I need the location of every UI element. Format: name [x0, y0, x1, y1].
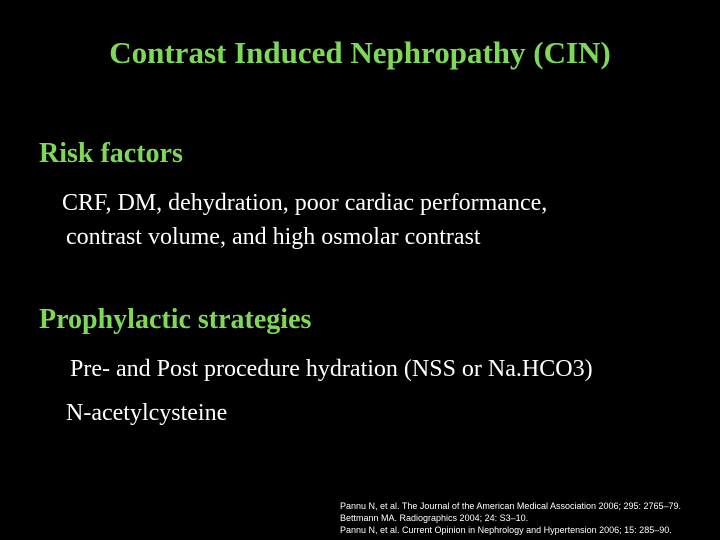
strategy-n-acetylcysteine: N-acetylcysteine — [66, 400, 228, 426]
slide-title: Contrast Induced Nephropathy (CIN) — [109, 35, 611, 70]
risk-factors-heading: Risk factors — [39, 138, 183, 169]
risk-factors-line-1: CRF, DM, dehydration, poor cardiac performance, — [62, 190, 548, 216]
risk-factors-line-2: contrast volume, and high osmolar contrast — [66, 224, 481, 250]
references — [340, 500, 718, 536]
reference-item: Pannu N, et al. Current Opinion in Nephrology and Hypertension 2006; 15: 285–90. — [340, 525, 672, 535]
strategy-hydration: Pre- and Post procedure hydration (NSS or Na.HCO3) — [70, 356, 593, 382]
reference-item: Pannu N, et al. The Journal of the American Medical Association 2006; 295: 2765–79. — [340, 501, 682, 511]
reference-item: Bettmann MA. Radiographics 2004; 24: S3–10. — [340, 513, 529, 523]
prophylactic-strategies-heading: Prophylactic strategies — [39, 304, 312, 335]
